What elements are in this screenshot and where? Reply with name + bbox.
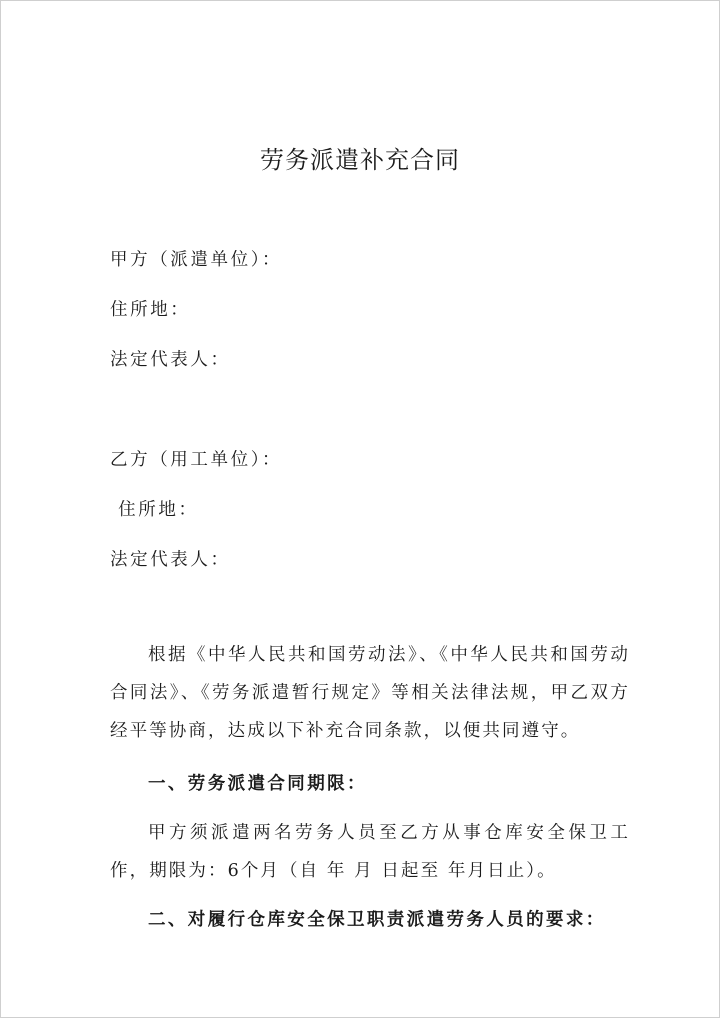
party-b-address-label: 住所地： (110, 500, 199, 520)
party-b-representative-label: 法定代表人： (110, 550, 231, 570)
party-a-label: 甲方（派遣单位）： (110, 250, 283, 270)
preamble-paragraph: 根据《中华人民共和国劳动法》、《中华人民共和国劳动合同法》、《劳务派遣暂行规定》等相关法律法规，甲乙双方经平等协商，达成以下补充合同条款，以便共同遵守。 (110, 645, 630, 741)
section1-heading: 一、劳务派遣合同期限： (148, 774, 367, 794)
party-a-address-label: 住所地： (110, 300, 191, 320)
document-title: 劳务派遣补充合同 (260, 146, 460, 174)
section1-body: 甲方须派遣两名劳务人员至乙方从事仓库安全保卫工作，期限为：6个月（自 年 月 日起至 年月日止）。 (110, 823, 630, 881)
section2-heading: 二、对履行仓库安全保卫职责派遣劳务人员的要求： (148, 910, 606, 930)
party-b-label: 乙方（用工单位）： (110, 450, 283, 470)
party-a-representative-label: 法定代表人： (110, 350, 231, 370)
